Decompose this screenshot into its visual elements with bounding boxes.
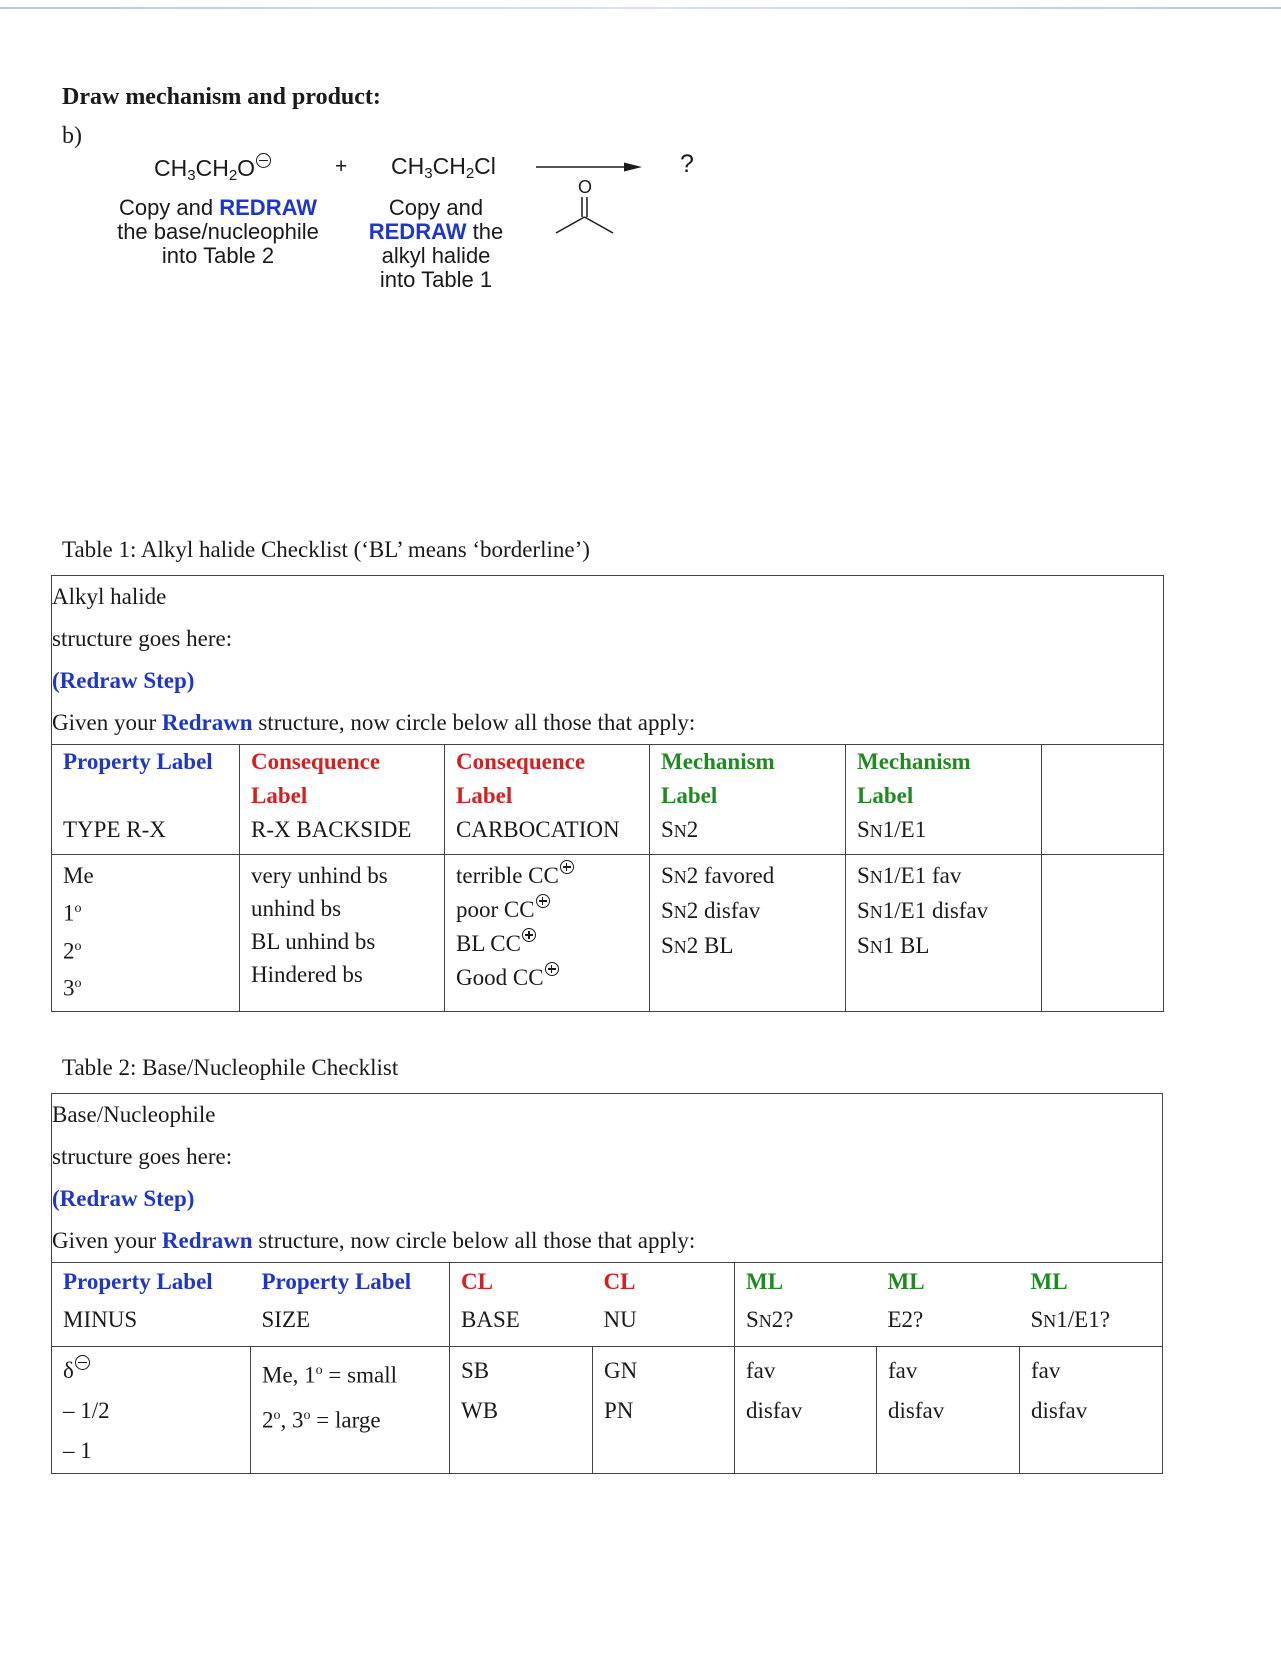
option-sn1-fav[interactable]: SN1/E1 fav xyxy=(857,863,962,888)
table2-nu-options xyxy=(593,1347,735,1474)
methyl-bond-left xyxy=(556,217,585,233)
option-tertiary[interactable]: 3$^o$ xyxy=(63,975,82,1001)
positive-charge-icon xyxy=(545,962,559,976)
option-unhind[interactable]: unhind bs xyxy=(251,896,342,921)
methyl-bond-right xyxy=(585,217,614,233)
option-weak-base[interactable]: WB xyxy=(461,1398,499,1423)
table2-redraw-step: (Redraw Step) xyxy=(52,1186,195,1211)
option-strong-base[interactable]: SB xyxy=(461,1358,490,1383)
table2-header-size: Property Label SIZE xyxy=(251,1263,450,1347)
table1-instruction: Given your Redrawn structure, now circle below all those that apply: xyxy=(52,710,696,735)
option-e2-fav[interactable]: fav xyxy=(888,1358,918,1383)
table1-info-box xyxy=(52,576,1164,745)
option-primary[interactable]: 1$^o$ xyxy=(63,900,82,926)
product-unknown: ? xyxy=(680,150,694,178)
plus-sign: + xyxy=(335,155,348,178)
option-poor-nucleophile[interactable]: PN xyxy=(604,1398,634,1423)
table2-header-minus: Property Label MINUS xyxy=(52,1263,251,1347)
option-terrible-cc[interactable]: terrible CC xyxy=(456,859,638,893)
table1-info-line-2: structure goes here: xyxy=(52,626,233,651)
option-small[interactable]: Me, $1^o$ = small xyxy=(262,1362,397,1388)
top-rule xyxy=(0,7,1281,9)
positive-charge-icon xyxy=(522,928,536,942)
base-note: Copy and REDRAW the base/nucleophile into Table 2 xyxy=(117,195,319,268)
table1-header-sn1-e1: Mechanism Label SN1/E1 xyxy=(846,745,1042,855)
option-sn2-disfav[interactable]: SN2 disfav xyxy=(661,898,761,923)
table2-info-line-2: structure goes here: xyxy=(52,1144,233,1169)
option-sn2-bl[interactable]: SN2 BL xyxy=(661,933,734,958)
table1-header-property: Property Label TYPE R-X xyxy=(52,745,240,855)
option-bl-unhind[interactable]: BL unhind bs xyxy=(251,929,376,954)
base-formula: $CH_3CH_2O$ xyxy=(154,153,271,182)
table1-sn2-options xyxy=(650,855,846,1012)
table2-caption: Table 2: Base/Nucleophile Checklist xyxy=(62,1055,399,1080)
table1-header-row xyxy=(52,745,1164,855)
table2-header-nu: CL NU xyxy=(593,1263,735,1347)
positive-charge-icon xyxy=(536,894,550,908)
table1-info-line-1: Alkyl halide xyxy=(52,584,167,609)
table2-header-sn2: ML SN2? xyxy=(735,1263,877,1347)
option-large[interactable]: 2$^o$, $3^o$ = large xyxy=(262,1407,381,1433)
table1-header-blank xyxy=(1042,745,1164,855)
table2-info-box xyxy=(52,1094,1163,1263)
table1-redraw-step: (Redraw Step) xyxy=(52,668,195,693)
table1-carbocation-options xyxy=(445,855,650,1012)
option-sn1-disfav[interactable]: SN1/E1 disfav xyxy=(857,898,989,923)
table2-body-row xyxy=(52,1347,1163,1474)
table1-body-blank xyxy=(1042,855,1164,1012)
table1-body-row xyxy=(52,855,1164,1012)
part-label: b) xyxy=(62,123,82,149)
table1-sn1-options xyxy=(846,855,1042,1012)
table2-header-e2: ML E2? xyxy=(877,1263,1020,1347)
table2-base-options xyxy=(450,1347,593,1474)
option-good-cc[interactable]: Good CC xyxy=(456,961,638,995)
table2-header-row xyxy=(52,1263,1163,1347)
base-nucleophile-checklist-table xyxy=(51,1093,1163,1474)
positive-charge-icon xyxy=(560,860,574,874)
option-delta-minus[interactable]: δ xyxy=(63,1351,239,1391)
table1-header-carbocation: Consequence Label CARBOCATION xyxy=(445,745,650,855)
table2-minus-options xyxy=(52,1347,251,1474)
acetone-oxygen: O xyxy=(578,177,593,197)
option-sn1-e1-disfav[interactable]: disfav xyxy=(1031,1398,1088,1423)
option-e2-disfav[interactable]: disfav xyxy=(888,1398,945,1423)
option-secondary[interactable]: 2$^o$ xyxy=(63,938,82,964)
table2-size-options xyxy=(251,1347,450,1474)
table2-sn1-options xyxy=(1020,1347,1163,1474)
page-heading: Draw mechanism and product: xyxy=(62,84,381,110)
option-good-nucleophile[interactable]: GN xyxy=(604,1358,638,1383)
option-very-unhind[interactable]: very unhind bs xyxy=(251,863,388,888)
table1-backside-options xyxy=(240,855,445,1012)
negative-charge-icon xyxy=(256,153,271,168)
option-me[interactable]: Me xyxy=(63,863,94,888)
option-poor-cc[interactable]: poor CC xyxy=(456,893,638,927)
option-sn2-fav[interactable]: fav xyxy=(746,1358,776,1383)
option-sn1-bl[interactable]: SN1 BL xyxy=(857,933,930,958)
table2-sn2-options xyxy=(735,1347,877,1474)
table1-info-row xyxy=(52,576,1164,745)
table1-header-sn2: Mechanism Label SN2 xyxy=(650,745,846,855)
table1-caption: Table 1: Alkyl halide Checklist (‘BL’ means ‘borderline’) xyxy=(62,537,590,562)
option-hindered[interactable]: Hindered bs xyxy=(251,962,363,987)
table1-header-backside: Consequence Label R-X BACKSIDE xyxy=(240,745,445,855)
table2-e2-options xyxy=(877,1347,1020,1474)
reaction-arrow-with-acetone xyxy=(530,150,660,245)
table1-type-options xyxy=(52,855,240,1012)
table2-instruction: Given your Redrawn structure, now circle below all those that apply: xyxy=(52,1228,696,1253)
table2-info-row xyxy=(52,1094,1163,1263)
table2-header-base: CL BASE xyxy=(450,1263,593,1347)
option-minus-half[interactable]: – 1/2 xyxy=(63,1398,110,1423)
option-minus-one[interactable]: – 1 xyxy=(63,1438,92,1463)
alkyl-halide-checklist-table xyxy=(51,575,1164,1012)
option-bl-cc[interactable]: BL CC xyxy=(456,927,638,961)
negative-charge-icon xyxy=(75,1355,90,1370)
table2-header-sn1-e1: ML SN1/E1? xyxy=(1020,1263,1163,1347)
option-sn2-disfav[interactable]: disfav xyxy=(746,1398,803,1423)
arrow-head-icon xyxy=(624,163,642,172)
halide-formula: $CH_3CH_2Cl$ xyxy=(391,153,496,182)
table2-info-line-1: Base/Nucleophile xyxy=(52,1102,216,1127)
halide-note: Copy and REDRAW the alkyl halide into Table 1 xyxy=(368,195,504,292)
option-sn1-e1-fav[interactable]: fav xyxy=(1031,1358,1061,1383)
option-sn2-favored[interactable]: SN2 favored xyxy=(661,863,775,888)
